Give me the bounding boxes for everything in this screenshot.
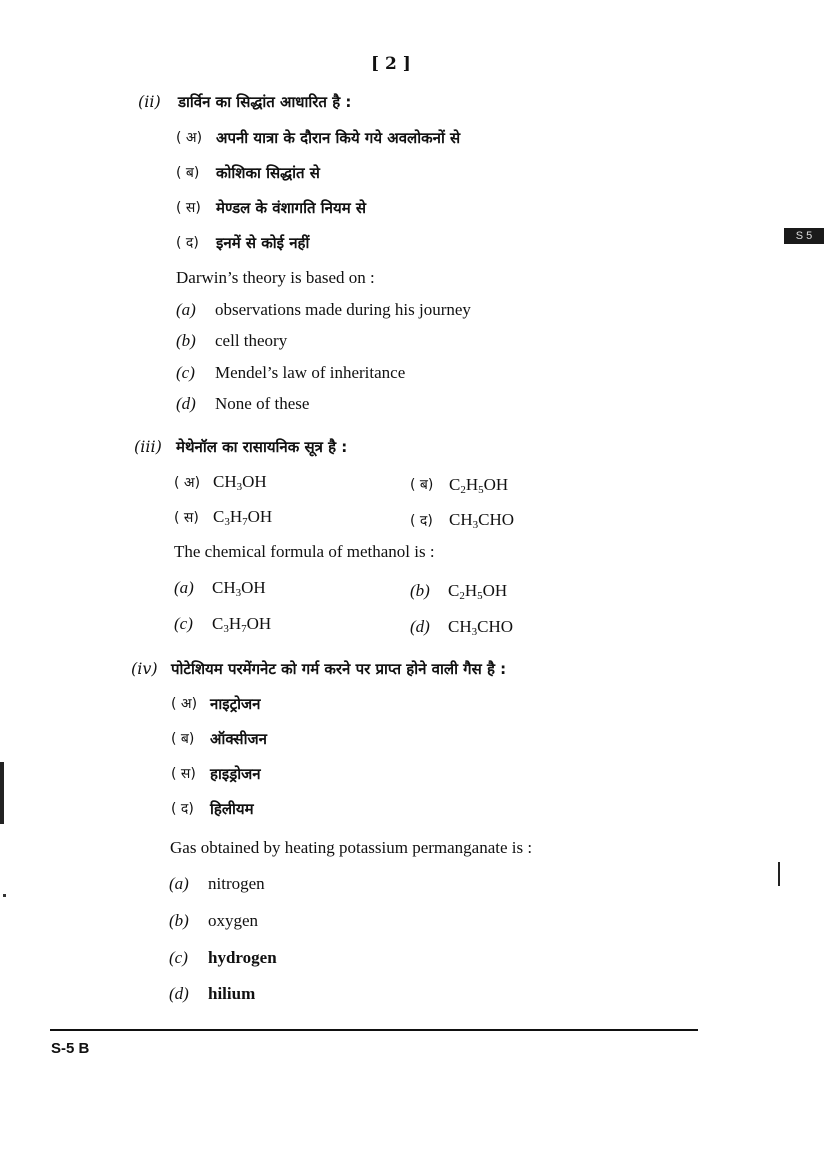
- formula: $C_2H_5OH$: [449, 475, 509, 496]
- option-letter: (c): [169, 948, 188, 967]
- option-text-hindi: कोशिका सिद्धांत से: [216, 164, 320, 182]
- option-text: oxygen: [208, 911, 259, 930]
- option-letter: (b): [176, 331, 196, 350]
- scan-dot: [3, 894, 6, 897]
- option-letter: (c): [176, 363, 195, 382]
- option-text: cell theory: [215, 331, 288, 350]
- formula: $CH_3OH$: [213, 472, 267, 493]
- formula: $CH_3CHO$: [448, 617, 514, 638]
- question-number: (ii): [138, 92, 161, 111]
- option-text: observations made during his journey: [215, 300, 471, 319]
- option-text-hindi: अपनी यात्रा के दौरान किये गये अवलोकनों से: [216, 129, 461, 147]
- page-number: [ 2 ]: [371, 54, 411, 74]
- side-tab: S 5: [784, 228, 824, 244]
- question-text-english: The chemical formula of methanol is :: [174, 542, 435, 561]
- question-text-english: Gas obtained by heating potassium permanganate is :: [170, 838, 533, 857]
- option-letter-hindi: ( ब): [171, 731, 195, 747]
- option-letter-hindi: ( द): [171, 801, 194, 817]
- option-letter-hindi: ( स): [174, 510, 199, 526]
- option-letter: (b): [169, 911, 189, 930]
- formula: $CH_3CHO$: [449, 510, 515, 531]
- option-text-hindi: मेण्डल के वंशागति नियम से: [216, 199, 367, 217]
- question-text-hindi: डार्विन का सिद्धांत आधारित है :: [178, 93, 352, 111]
- question-number: (iv): [131, 659, 158, 678]
- formula: $C_3H_7OH$: [212, 614, 272, 635]
- question-number: (iii): [134, 437, 162, 456]
- option-text: hilium: [208, 984, 256, 1003]
- option-letter-hindi: ( स): [171, 766, 196, 782]
- option-text: hydrogen: [208, 948, 277, 967]
- option-letter: (a): [169, 874, 189, 893]
- option-letter-hindi: ( द): [176, 235, 199, 251]
- option-letter-hindi: ( अ): [176, 130, 203, 146]
- option-letter-hindi: ( स): [176, 200, 201, 216]
- option-letter-hindi: ( अ): [171, 696, 198, 712]
- scan-edge-mark: [0, 762, 4, 824]
- option-text: nitrogen: [208, 874, 265, 893]
- formula: $C_2H_5OH$: [448, 581, 508, 602]
- formula: $CH_3OH$: [212, 578, 266, 599]
- option-text: None of these: [215, 394, 310, 413]
- option-letter: (d): [169, 984, 189, 1003]
- formula: $C_3H_7OH$: [213, 507, 273, 528]
- question-text-hindi: मेथेनॉल का रासायनिक सूत्र है :: [176, 438, 348, 456]
- footer-rule: [50, 1029, 698, 1031]
- option-text-hindi: ऑक्सीजन: [210, 730, 267, 748]
- footer-code: S-5 B: [51, 1040, 90, 1057]
- option-letter: (a): [174, 578, 194, 597]
- option-letter: (a): [176, 300, 196, 319]
- option-letter: (c): [174, 614, 193, 633]
- option-letter-hindi: ( द): [410, 513, 433, 529]
- option-text-hindi: नाइट्रोजन: [210, 695, 261, 713]
- option-letter: (d): [176, 394, 196, 413]
- option-letter: (d): [410, 617, 430, 636]
- question-text-english: Darwin’s theory is based on :: [176, 268, 375, 287]
- option-letter-hindi: ( अ): [174, 475, 201, 491]
- scan-mark: [778, 862, 780, 886]
- option-text-hindi: इनमें से कोई नहीं: [216, 234, 310, 252]
- option-text: Mendel’s law of inheritance: [215, 363, 406, 382]
- option-letter: (b): [410, 581, 430, 600]
- option-text-hindi: हिलीयम: [210, 800, 254, 818]
- option-letter-hindi: ( ब): [410, 477, 434, 493]
- question-text-hindi: पोटेशियम परमेंगनेट को गर्म करने पर प्राप्त होने वाली गैस है :: [171, 660, 507, 678]
- option-text-hindi: हाइड्रोजन: [210, 765, 261, 783]
- option-letter-hindi: ( ब): [176, 165, 200, 181]
